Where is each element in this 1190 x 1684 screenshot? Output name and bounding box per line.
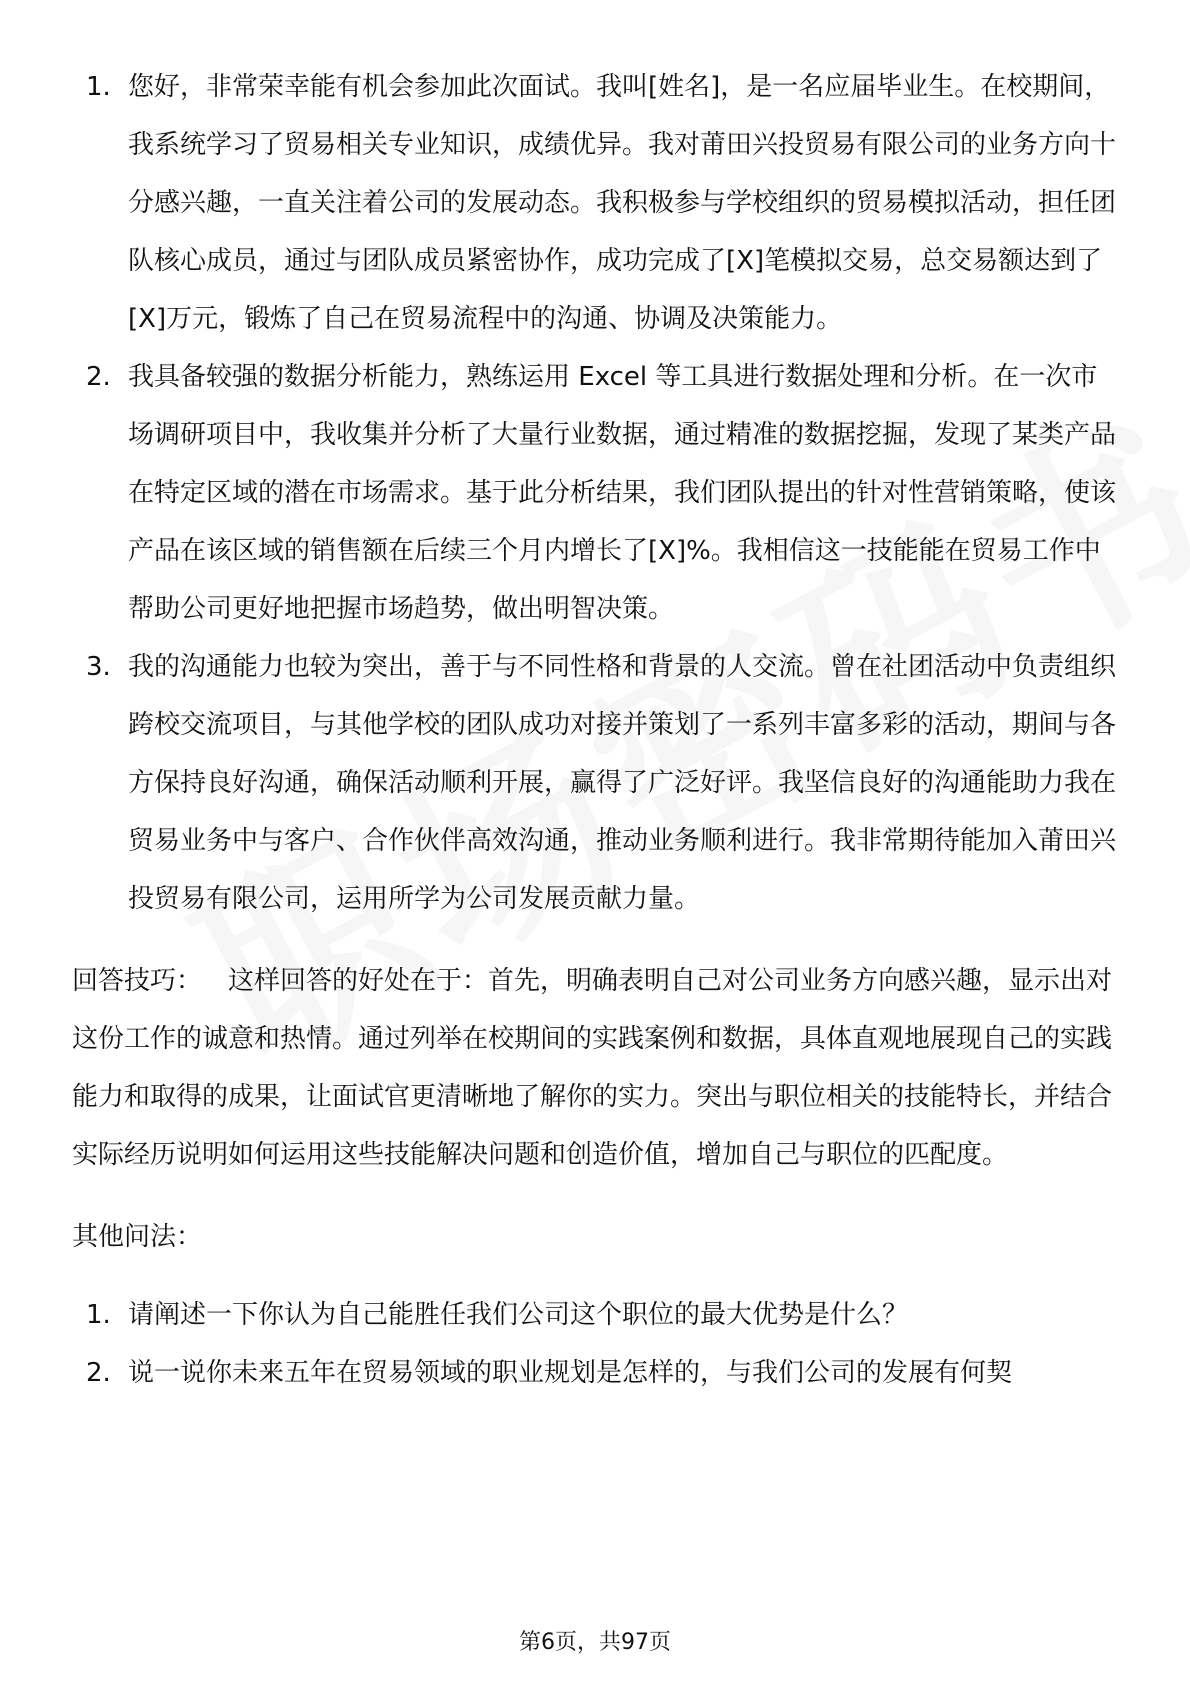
list-item-text: 说一说你未来五年在贸易领域的职业规划是怎样的，与我们公司的发展有何契: [128, 1358, 1013, 1388]
list-item-number: 3.: [86, 652, 111, 682]
tips-text: 这样回答的好处在于：首先，明确表明自己对公司业务方向感兴趣，显示出对这份工作的诚意和热情。通过列举在校期间的实践案例和数据，具体直观地展现自己的实践能力和取得的成果，让面试官更清晰地了解你的实力。突出与职位相关的技能特长，并结合实际经历说明如何运用这些技能解决问题和创造价值，增加自己与职位的匹配度。: [72, 966, 1113, 1170]
other-questions-list: [72, 1286, 1122, 1402]
list-item: [72, 58, 1122, 348]
list-item: [72, 638, 1122, 928]
list-item-number: 1.: [86, 1300, 111, 1330]
answer-tips: [72, 952, 1122, 1184]
list-item-text: 请阐述一下你认为自己能胜任我们公司这个职位的最大优势是什么？: [128, 1300, 909, 1330]
answer-list: [72, 58, 1122, 928]
list-item-number: 2.: [86, 362, 111, 392]
list-item-text: 我具备较强的数据分析能力，熟练运用 Excel 等工具进行数据处理和分析。在一次市场调研项目中，我收集并分析了大量行业数据，通过精准的数据挖掘，发现了某类产品在特定区域的潜在市场需求。基于此分析结果，我们团队提出的针对性营销策略，使该产品在该区域的销售额在后续三个月内增长了[X]%。我相信这一技能能在贸易工作中帮助公司更好地把握市场趋势，做出明智决策。: [128, 362, 1117, 624]
list-item: [72, 348, 1122, 638]
list-item: [72, 1286, 1122, 1344]
list-item-text: 您好，非常荣幸能有机会参加此次面试。我叫[姓名]，是一名应届毕业生。在校期间，我系统学习了贸易相关专业知识，成绩优异。我对莆田兴投贸易有限公司的业务方向十分感兴趣，一直关注着公司的发展动态。我积极参与学校组织的贸易模拟活动，担任团队核心成员，通过与团队成员紧密协作，成功完成了[X]笔模拟交易，总交易额达到了[X]万元，锻炼了自己在贸易流程中的沟通、协调及决策能力。: [128, 72, 1117, 334]
list-item: [72, 1344, 1122, 1402]
list-item-number: 1.: [86, 72, 111, 102]
tips-label: 回答技巧：: [72, 966, 203, 996]
list-item-number: 2.: [86, 1358, 111, 1388]
page-content: [72, 58, 1122, 1402]
page-number: 第6页，共97页: [0, 1628, 1190, 1658]
other-questions-heading: 其他问法：: [72, 1222, 203, 1252]
list-item-text: 我的沟通能力也较为突出，善于与不同性格和背景的人交流。曾在社团活动中负责组织跨校交流项目，与其他学校的团队成功对接并策划了一系列丰富多彩的活动，期间与各方保持良好沟通，确保活动顺利开展，赢得了广泛好评。我坚信良好的沟通能助力我在贸易业务中与客户、合作伙伴高效沟通，推动业务顺利进行。我非常期待能加入莆田兴投贸易有限公司，运用所学为公司发展贡献力量。: [128, 652, 1117, 914]
